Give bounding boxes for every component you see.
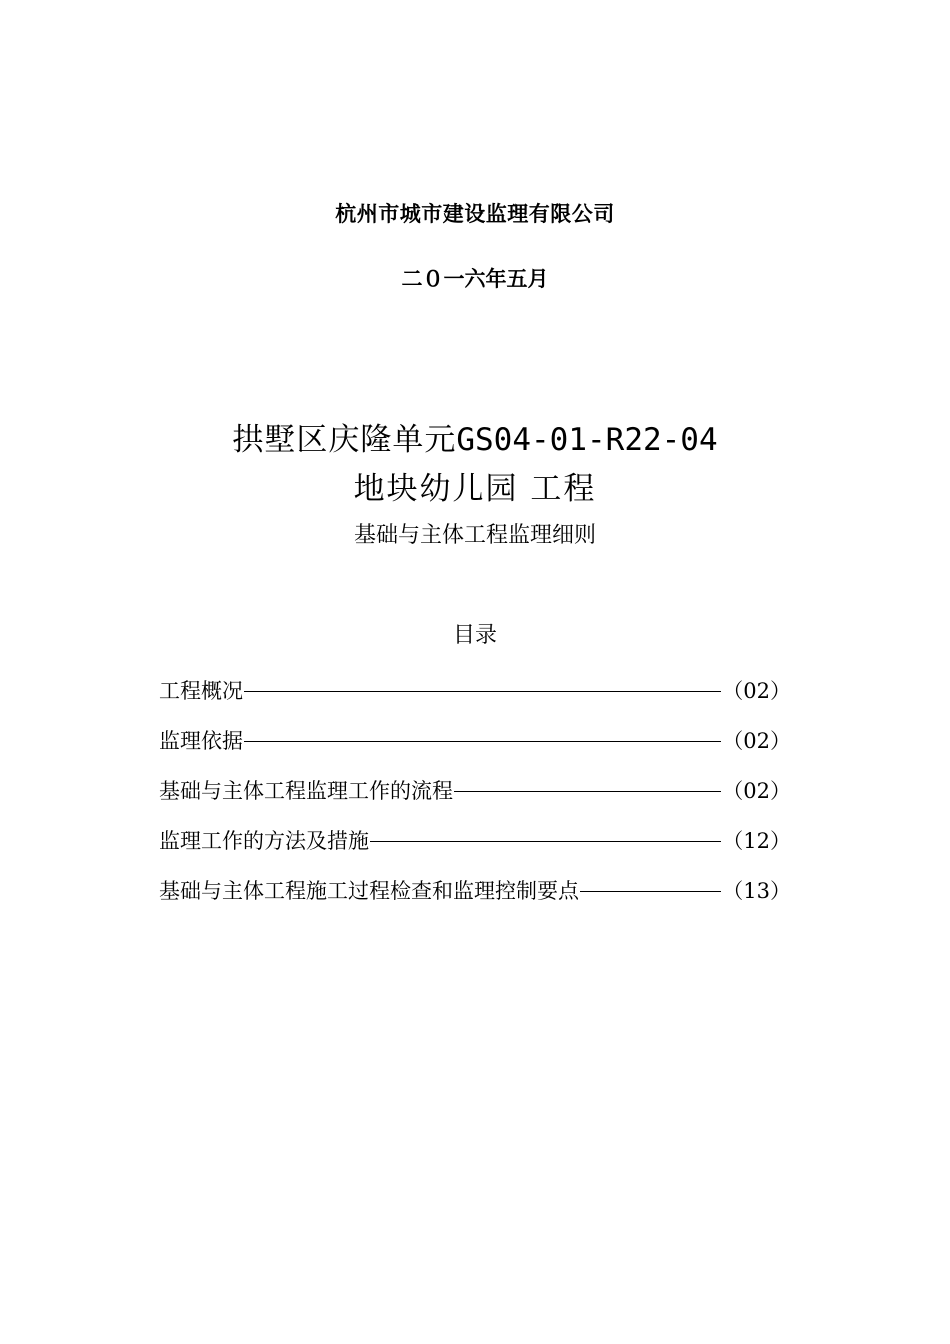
toc-leader-line [454,791,721,792]
toc-entry-page: （13） [722,879,791,903]
document-subtitle: 基础与主体工程监理细则 [353,523,596,548]
document-date: 二０一六年五月 [401,266,549,291]
toc-entry-page: （02） [722,779,791,803]
project-title-line1 [0,414,950,459]
toc-entry-label: 监理依据 [159,729,243,753]
toc-leader-line [244,691,721,692]
project-title-prefix: 拱墅区庆隆单元 [232,422,457,458]
toc-entry-page: （02） [722,679,791,703]
toc-leader-line [370,841,721,842]
toc-entry-label: 监理工作的方法及措施 [159,829,369,853]
table-of-contents [159,665,791,915]
company-name: 杭州市城市建设监理有限公司 [335,201,615,226]
toc-entry-label: 工程概况 [159,679,243,703]
toc-heading: 目录 [452,623,497,648]
project-lot-code: GS04-01-R22-04 [456,422,718,458]
project-title-line2: 地块幼儿园 工程 [353,471,597,507]
toc-entry-label: 基础与主体工程监理工作的流程 [159,779,453,803]
toc-entry[interactable] [159,715,791,765]
toc-entry[interactable] [159,665,791,715]
toc-entry[interactable] [159,815,791,865]
toc-entry[interactable] [159,865,791,915]
toc-entry-page: （12） [722,829,791,853]
toc-entry[interactable] [159,765,791,815]
toc-leader-line [580,891,721,892]
toc-entry-label: 基础与主体工程施工过程检查和监理控制要点 [159,879,579,903]
toc-leader-line [244,741,721,742]
toc-entry-page: （02） [722,729,791,753]
